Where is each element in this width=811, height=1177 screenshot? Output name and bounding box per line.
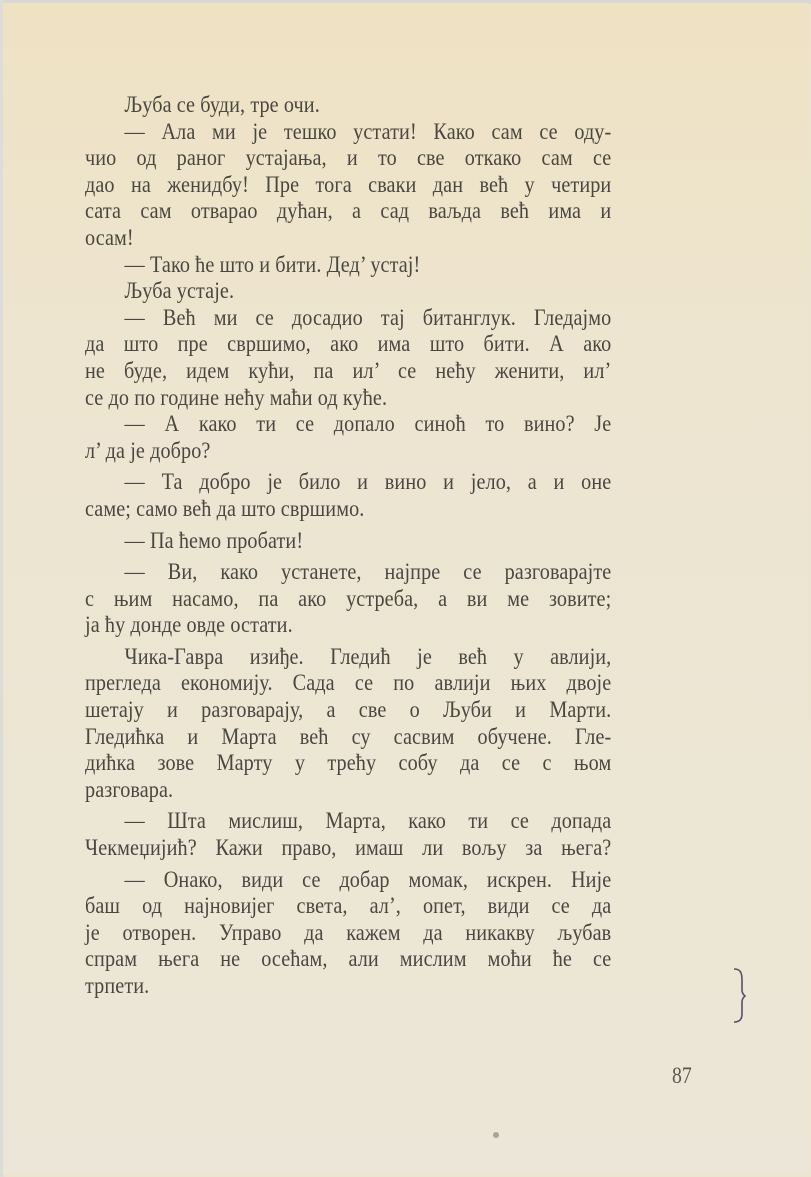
paragraph: [85, 119, 611, 252]
paragraph: [85, 559, 611, 639]
paragraph: [85, 92, 611, 119]
paragraph: [85, 644, 611, 804]
text-line: сата сам отварао дућан, а сад ваљда већ има и: [85, 198, 612, 225]
text-line: је отворен. Управо да кажем да никакву љубав: [85, 919, 612, 946]
text-line: — Та добро је било и вино и јело, а и оне: [124, 469, 612, 496]
text-line: Чика-Гавра изиђе. Гледић је већ у авлији,: [124, 643, 612, 670]
text-line: Љуба устаје.: [124, 278, 235, 305]
text-line: — Па ћемо пробати!: [124, 527, 304, 554]
text-line: Љуба се буди, тре очи.: [124, 92, 320, 118]
text-line: разговара.: [85, 776, 174, 803]
paper-speck: [493, 1132, 499, 1138]
page-number: 87: [672, 1063, 692, 1088]
text-line: дићка зове Марту у трећу собу да се с њом: [85, 750, 612, 777]
text-line: трпети.: [85, 973, 150, 999]
text-line: — Ви, како устанете, најпре се разговарајте: [124, 559, 612, 586]
paragraph: [85, 808, 611, 861]
text-line: не буде, идем кући, па ил’ се нећу женити, ил’: [85, 357, 612, 384]
text-line: се до по године нећу маћи од куће.: [85, 384, 388, 411]
text-line: Чекмеџијић? Кажи право, имаш ли вољу за њега?: [85, 835, 612, 862]
paragraph: [85, 305, 611, 411]
text-line: дао на женидбу! Пре тога сваки дан већ у четири: [85, 171, 612, 198]
text-line: л’ да је добро?: [85, 437, 211, 464]
pencil-brace-mark: [732, 966, 746, 1024]
text-line: спрам њега не осећам, али мислим моћи ће се: [85, 946, 612, 973]
text-line: с њим насамо, па ако устреба, а ви ме зовите;: [85, 585, 612, 612]
text-line: шетају и разговарају, а све о Љуби и Марти.: [85, 697, 612, 724]
text-line: осам!: [85, 224, 134, 251]
paragraph: [85, 528, 611, 555]
text-line: — Онако, види се добар момак, искрен. Није: [124, 866, 612, 893]
text-line: да што пре свршимо, ако има што бити. А ако: [85, 331, 612, 358]
text-line: саме; само већ да што свршимо.: [85, 495, 365, 522]
text-line: — Ала ми је тешко устати! Како сам се оду-: [124, 118, 612, 145]
paragraph: [85, 411, 611, 464]
text-line: баш од најновијег света, ал’, опет, види се да: [85, 893, 612, 920]
text-line: Гледићка и Марта већ су сасвим обучене. Гле-: [85, 723, 612, 750]
text-line: — А како ти се допало синоћ то вино? Је: [124, 411, 612, 438]
text-line: чио од раног устајања, и то све откако сам се: [85, 145, 612, 172]
paragraph: [85, 469, 611, 522]
page-body: [85, 92, 611, 1000]
text-line: — Шта мислиш, Марта, како ти се допада: [124, 808, 612, 835]
text-line: — Већ ми се досадио тај битанглук. Гледајмо: [124, 304, 612, 331]
text-line: прегледа економију. Сада се по авлији њих двоје: [85, 670, 612, 697]
paragraph: [85, 252, 611, 279]
text-line: ја ћу донде овде остати.: [85, 612, 293, 639]
paragraph: [85, 867, 611, 1000]
text-line: — Тако ће што и бити. Дед’ устај!: [124, 251, 421, 278]
paragraph: [85, 278, 611, 305]
